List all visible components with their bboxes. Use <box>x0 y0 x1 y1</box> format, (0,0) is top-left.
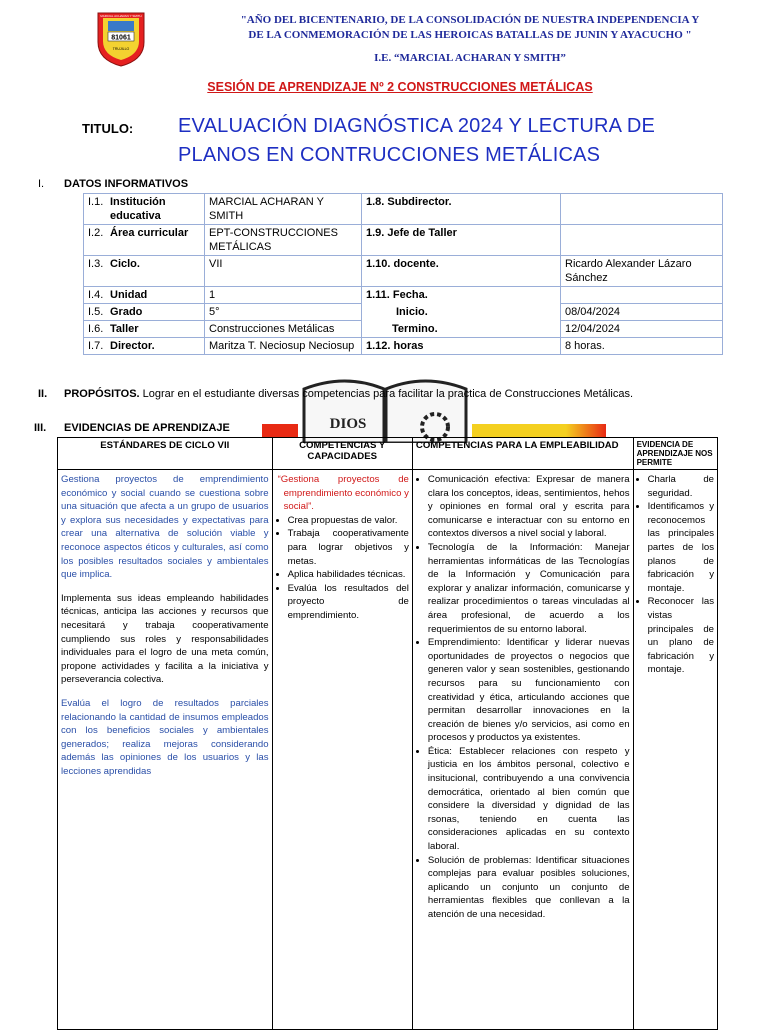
section1-roman: I. <box>38 178 45 190</box>
col-header-employability: COMPETENCIAS PARA LA EMPLEABILIDAD <box>412 438 633 470</box>
info-row-label2: 1.11. Fecha. <box>362 287 561 304</box>
crest-number: 81061 <box>111 34 131 42</box>
info-row-value: VII <box>205 256 362 287</box>
standard-text-3: Evalúa el logro de resultados parciales relacionando la cantidad de insumos empleados con los beneficios sociales y ambientales generados; realiza mejoras considerando además las opiniones de los usuarios y las lecciones aprendidas <box>61 697 269 777</box>
info-row <box>84 287 723 304</box>
info-row-label: Institución educativa <box>106 194 205 225</box>
standards-cell <box>58 470 273 1030</box>
info-row <box>84 321 723 338</box>
evidence-item: • Charla de seguridad. <box>648 473 714 500</box>
header-line-2: DE LA CONMEMORACIÓN DE LAS HEROICAS BATALLAS DE JUNIN Y AYACUCHO " <box>248 29 692 41</box>
info-row-value: 5° <box>205 304 362 321</box>
info-row-label: Director. <box>106 338 205 355</box>
evidence-cell <box>633 470 717 1030</box>
info-row-value: Maritza T. Neciosup Neciosup <box>205 338 362 355</box>
crest-bottom-text: TRUJILLO <box>112 47 130 51</box>
capacities-list <box>276 514 409 623</box>
info-row-label2: 1.10. docente. <box>362 256 561 287</box>
title-line-1: EVALUACIÓN DIAGNÓSTICA 2024 Y LECTURA DE <box>178 115 656 137</box>
employability-item: • Comunicación efectiva: Expresar de manera clara los conceptos, ideas, sentimientos, hehos y opiniones en formal oral y escrita para comunicarse e interactuar con su entorno en contextos diversos a nivel social y laboral. <box>428 473 630 541</box>
info-row-value2: 12/04/2024 <box>561 321 723 338</box>
page-title <box>178 112 738 170</box>
capacity-item: • Evalúa los resultados del proyecto de emprendimiento. <box>288 582 409 623</box>
employability-item: • Tecnología de la Información: Manejar herramientas informáticas de las Tecnologías de la Información y Comunicación para explorar y analizar información, comunicarse y realizar procedimientos o tareas vinculadas al área profesional, de acuerdo a los requerimientos de su entorno laboral. <box>428 541 630 636</box>
evidence-list <box>637 473 714 677</box>
info-row-value2: Ricardo Alexander Lázaro Sánchez <box>561 256 723 287</box>
employability-cell <box>412 470 633 1030</box>
info-row-number: I.7. <box>84 338 107 355</box>
info-row-number: I.2. <box>84 225 107 256</box>
school-name: I.E. “MARCIAL ACHARAN Y SMITH” <box>374 52 566 64</box>
section3-roman: III. <box>34 422 47 434</box>
info-row-number: I.1. <box>84 194 107 225</box>
capacity-item: • Crea propuestas de valor. <box>288 514 409 528</box>
banner-red-left <box>262 424 298 437</box>
info-row-label2: 1.8. Subdirector. <box>362 194 561 225</box>
info-row-number: I.6. <box>84 321 107 338</box>
col-header-competences: COMPETENCIAS Y CAPACIDADES <box>272 438 412 470</box>
info-row-value: Construcciones Metálicas <box>205 321 362 338</box>
info-row-value2 <box>561 287 723 304</box>
info-row-label2: Termino. <box>362 321 561 338</box>
col-header-standards: ESTÁNDARES DE CICLO VII <box>58 438 273 470</box>
info-row-value2: 08/04/2024 <box>561 304 723 321</box>
capacity-item: • Aplica habilidades técnicas. <box>288 568 409 582</box>
section2-purpose <box>64 388 744 400</box>
info-row-label: Grado <box>106 304 205 321</box>
title-label: TITULO: <box>82 121 134 136</box>
info-row-label: Ciclo. <box>106 256 205 287</box>
info-row <box>84 304 723 321</box>
info-row-number: I.4. <box>84 287 107 304</box>
info-row-value: EPT-CONSTRUCCIONES METÁLICAS <box>205 225 362 256</box>
info-row-value2 <box>561 194 723 225</box>
info-table <box>83 193 723 355</box>
banner-stripe-right <box>472 424 606 437</box>
info-row-label: Taller <box>106 321 205 338</box>
school-crest-logo <box>95 10 147 68</box>
section2-text: Lograr en el estudiante diversas competencias para facilitar la practica de Construcciones Metálicas. <box>142 388 634 400</box>
section2-heading: PROPÓSITOS. <box>64 388 140 400</box>
info-row <box>84 225 723 256</box>
section3-heading: EVIDENCIAS DE APRENDIZAJE <box>64 422 230 434</box>
competence-title: “Gestiona proyectos de emprendimiento económico y social”. <box>277 474 409 513</box>
col-header-evidence: EVIDENCIA DE APRENDIZAJE NOS PERMITE <box>633 438 717 470</box>
info-row-label2: 1.12. horas <box>362 338 561 355</box>
employability-item: • Solución de problemas: Identificar situaciones complejas para evaluar posibles soluciones, aplicando un conjunto un conjunto de herramientas flexibles que conllevan a la atención de una necesidad. <box>428 854 630 922</box>
info-row-label: Área curricular <box>106 225 205 256</box>
section2-roman: II. <box>38 388 48 400</box>
banner-word: DIOS <box>329 416 367 432</box>
info-row-value: 1 <box>205 287 362 304</box>
employability-list <box>416 473 630 922</box>
competencies-table <box>57 437 718 1030</box>
crest-top-text: MARCIAL ACHARAN Y SMITH <box>100 14 142 18</box>
employability-item: • Emprendimiento: Identificar y liderar nuevas oportunidades de proyectos o negocios que generen valor y sean sostenibles, gestionando recursos para su funcionamiento con creatividad y ética, articulando acciones que permitan desarrollar innovaciones en la creación de bienes y/o servicios, asi como en procesos y productos ya existentes. <box>428 636 630 745</box>
header-line-1: "AÑO DEL BICENTENARIO, DE LA CONSOLIDACIÓN DE NUESTRA INDEPENDENCIA Y <box>240 14 700 26</box>
standard-text-2: Implementa sus ideas empleando habilidades técnicas, anticipa las acciones y recursos que necesitará y trabaja cooperativamente cumpliendo sus roles y responsabilidades individuales para el logro de una meta común, propone actividades y facilita a la iniciativa y perseverancia colectiva. <box>61 592 269 686</box>
info-row-value2: 8 horas. <box>561 338 723 355</box>
evidence-item: • Identificamos y reconocemos las principales partes de los planos de fabricación y montaje. <box>648 500 714 595</box>
info-row <box>84 194 723 225</box>
employability-item: • Ética: Establecer relaciones con respeto y justicia en los ámbitos personal, colectivo e insitucional, contribuyendo a una convivencia democrática, orientado al bien común que considere la diversidad y dignidad de las rsonas, teniendo en cuenta las consideraciones aplicadas en su contexto laboral. <box>428 745 630 854</box>
info-row-number: I.5. <box>84 304 107 321</box>
competences-cell <box>272 470 412 1030</box>
info-row-value2 <box>561 225 723 256</box>
info-row-number: I.3. <box>84 256 107 287</box>
capacity-item: • Trabaja cooperativamente para lograr objetivos y metas. <box>288 527 409 568</box>
info-row-value: MARCIAL ACHARAN Y SMITH <box>205 194 362 225</box>
info-row <box>84 256 723 287</box>
book-banner-image <box>300 375 470 443</box>
evidence-item: • Reconocer las vistas principales de un plano de fabricación y montaje. <box>648 595 714 677</box>
info-row <box>84 338 723 355</box>
info-row-label: Unidad <box>106 287 205 304</box>
info-row-label2: Inicio. <box>362 304 561 321</box>
info-row-label2: 1.9. Jefe de Taller <box>362 225 561 256</box>
session-title: SESIÓN DE APRENDIZAJE Nº 2 CONSTRUCCIONES METÁLICAS <box>207 80 593 94</box>
section1-heading: DATOS INFORMATIVOS <box>64 178 189 190</box>
title-line-2: PLANOS EN CONTRUCCIONES METÁLICAS <box>178 144 601 166</box>
standard-text-1: Gestiona proyectos de emprendimiento económico y social cuando se cuestiona sobre una situación que afecta a un grupo de usuarios y explora sus necesidades y expectativas para crear una alternativa de solución viable y reconoce aspectos éticos y culturales, así como los posibles resultados sociales y ambientales que implica. <box>61 474 269 581</box>
